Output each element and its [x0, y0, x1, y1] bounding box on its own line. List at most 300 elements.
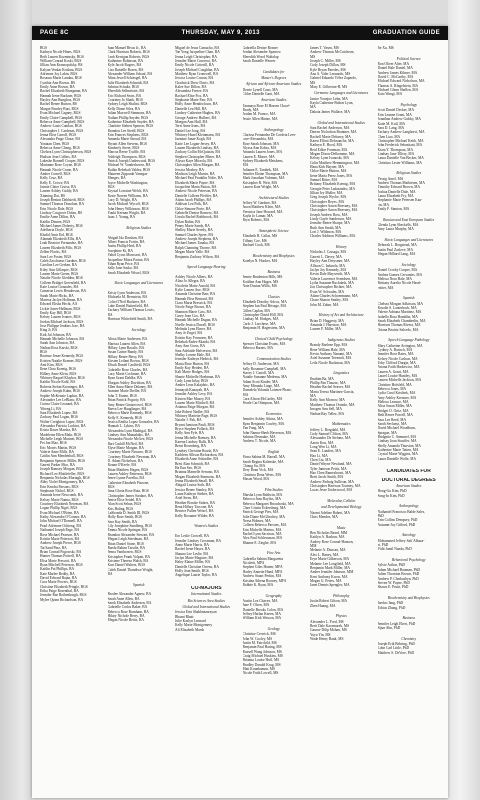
graduate-name: Brodee Alexander Agnew, BA [107, 592, 152, 597]
graduate-name: Nathaniel Joseph Page, BA [40, 528, 80, 533]
graduate-name: Ryan Benjamin Cowley, MA [242, 421, 285, 426]
department-heading: International Studies [191, 592, 222, 597]
graduate-name: Emilie Anne Dillon, BA [40, 215, 75, 220]
graduate-name: Jessica Emilia Lopez Gonzalez, BA [107, 419, 160, 424]
graduate-name: Lauren Ashley Patterson, BGS [107, 472, 152, 476]
graduate-name: James T. Vasen, MS [310, 46, 339, 50]
graduate-name: Noelle Jessica Duvall, BGS [175, 322, 215, 327]
graduate-name: Menges, BA [107, 176, 126, 181]
graduate-name: Pei Jun Mao, BGS [40, 441, 67, 446]
graduate-name: Ursula Rachel Rothbrook, BA [175, 215, 219, 220]
graduate-name: Maureen Zippurah Vanegas- [107, 171, 149, 176]
graduate-name: Carly Lynn Inlay, BGS [175, 379, 209, 384]
spacer [108, 220, 171, 224]
graduate-name: LaShonda D. Smith III, BGS [107, 511, 150, 516]
graduate-name: Matthew Ryan Cromwell, BA [175, 72, 219, 77]
graduate-name: Erin Kendra Parsons, BGS [40, 484, 79, 489]
adjacent-page-edge-right [448, 0, 480, 800]
graduate-name: Jenise Elise Seidel, BA [107, 498, 142, 503]
graduate-name: Ariel Stern, BA [175, 496, 198, 501]
graduate-name: Leah Beatrice Fernandez, BA [40, 241, 83, 246]
graduate-name: Bradley Donald Krug, MS [242, 662, 281, 667]
graduate-name: Emily Nicole Cotterill, BA [175, 63, 214, 68]
graduate-name: Zachary Andrew Langhorst, MA [377, 130, 425, 135]
graduate-name: David C. McCarthy, MA [377, 75, 414, 80]
graduate-name: Chelsea Morgan Adkisson, MA [377, 301, 423, 306]
graduate-name: Nicolette Marie Arnold, BA [175, 283, 216, 288]
graduate-name: Sara D. Lang, MA [377, 125, 405, 130]
graduate-name: MA [242, 163, 249, 168]
graduate-name: Garrett L. Davey, MA [310, 254, 342, 259]
graduate-name: Gillen Caplan, MA [242, 308, 271, 313]
spacer [378, 97, 441, 101]
graduate-name: Amber Leon Kalajdzic, BA [175, 383, 215, 388]
graduate-name: Kevin Anthony Nanami, MA [310, 352, 352, 357]
graduate-name: Ami Kim, BGS [40, 363, 63, 368]
graduate-name: Kristen Natalie Kramer, BGS [40, 358, 83, 363]
graduate-name: Lauren Ashley Cuddy, BA [40, 189, 79, 194]
graduate-name: Jennayah Kanayah, BA [175, 387, 209, 392]
spacer [378, 610, 441, 614]
graduate-name: Long Wen Li, MA [310, 444, 337, 449]
department-heading: Business [267, 269, 281, 274]
graduate-name: Alessandro De Stefano, MA [310, 436, 351, 441]
graduate-name: Shauna Lee Leslie, BA [175, 551, 209, 556]
spacer [378, 256, 441, 260]
graduate-name: Sydney Elizabeth Meiskens, [242, 158, 284, 163]
graduate-name: Andrew Joseph Kuhn, BGS [40, 389, 80, 394]
department-heading: Astrology [401, 533, 416, 538]
graduate-name: Matt Kounkamon, MS [242, 667, 275, 672]
graduate-name: Abigail Louise Soth, BA [175, 483, 211, 488]
spacer [243, 406, 306, 410]
graduate-name: Chase Sharon Smiley, MA [310, 298, 349, 303]
spacer [243, 63, 306, 67]
department-heading: Fine Arts [267, 551, 281, 556]
graduate-name: Rachel Elizabeth Bruegman, BA [40, 89, 88, 94]
graduate-name: Jessica Renee Stanley, BA [175, 487, 214, 492]
graduate-name: reitter, MA [377, 285, 394, 290]
graduate-name: Nathan Ross Karski, BGS [40, 345, 78, 350]
graduate-name: Justin Robert Gilson, MA [310, 599, 348, 604]
department-heading: American Studies [261, 98, 287, 103]
graduate-name: William Conrad Koski, BGS [40, 59, 82, 64]
graduate-name: Evan W. Schwalm, MA [310, 289, 345, 294]
graduate-name: Harrison Thomas Rivera, MA [377, 323, 421, 328]
graduate-name: Joseph Benton Dahlstedt, BGS [40, 198, 85, 203]
graduate-name: Kristin Kay Fosmoen, BA [175, 335, 213, 340]
graduate-name: Andrew Padraig Sullivan, MA [310, 479, 354, 484]
spacer [310, 493, 373, 497]
graduate-name: Lydia Suzanne Ruckdash, MA [310, 280, 354, 285]
graduate-name: Jenna Leigh Christopher, BA [175, 54, 217, 59]
graduate-name: Alannah Elizabeth Ellis, BA [40, 237, 81, 242]
department-heading: Psychology [400, 103, 418, 108]
graduate-name: Yonatan Chen, BGS [40, 141, 70, 146]
graduate-name: Harley Annette Hand, MFA [242, 569, 283, 574]
graduate-name: Erika Paige Rosenthal, BA [40, 588, 79, 593]
graduate-name: Jennifer Marie Concessi, BA [175, 59, 217, 64]
graduate-name: Lyndsey Christine Roush, BA [175, 448, 219, 453]
graduate-name: Christopher Harrison Tourney, MA [310, 484, 361, 488]
graduate-name: Alexandra Nicole McGee, BGS [107, 437, 154, 442]
spacer [108, 576, 171, 580]
graduate-name: Jessica Louise Curran, BA [175, 76, 214, 81]
graduate-name: Dery Dean Vick, MA [242, 468, 274, 473]
graduate-name: Amanda Lauren Jones, MA [242, 150, 283, 155]
column-6 [378, 46, 441, 790]
graduate-name: Krystal Lorraine Welch, BA [107, 189, 149, 194]
department-heading: Biochemistry and Biophysics [387, 595, 430, 600]
graduate-name: Yan Fang, MA [242, 426, 264, 431]
department-heading: Political Science [396, 56, 421, 61]
graduate-name: Meredith Wood Waltzlap [242, 54, 279, 59]
page-number: PAGE 8C [40, 30, 69, 36]
graduate-name: Kelly Ann Pyle, BA [175, 431, 204, 436]
graduate-name: Lindsay M. Hodges, MA [242, 317, 279, 322]
column-4 [243, 46, 306, 790]
section-title: GRADUATION GUIDE [372, 30, 440, 36]
graduate-name: John Nanna-Sherk Haverson, MA [242, 430, 292, 435]
graduate-name: Casey Jean Cox, BA [175, 313, 205, 318]
section-banner: CO-MAJORS [190, 585, 222, 591]
graduate-name: Megan Elizabeth Simmons, BA [175, 474, 221, 479]
graduate-name: Julie Kaslyn Leonard [175, 619, 206, 623]
graduate-name: Abby Violet Montgomery, BA [40, 480, 84, 485]
graduate-name: Cora Marie Powers, BGS [40, 580, 77, 585]
graduate-name: Lisa Danielle Rosen, BA [107, 67, 144, 72]
graduate-name: Benjamin Spencer Miller, BGS [40, 458, 85, 463]
graduate-name: Emily Kay Heiden, BA [175, 366, 209, 371]
spacer [310, 608, 373, 612]
graduate-name: Sarah Elizabeth Andersen, BA [107, 600, 152, 605]
department-heading: English [268, 449, 280, 454]
spacer [378, 50, 441, 54]
graduate-name: Erin Nicole Dale, BGS [40, 206, 74, 211]
graduate-name: Brady, MA [242, 108, 259, 113]
graduate-name: Xinming Dai, BS [40, 193, 66, 198]
graduate-name: Laura Danielle Van Becker, MA [377, 156, 424, 161]
graduate-name: Jennifer Lindsey Crossman, BA [175, 538, 222, 543]
graduate-name: Jonathan Andrew Galsky, MA [377, 117, 421, 122]
graduate-name: Evan Michael Cagney, BGS [40, 111, 81, 116]
department-heading: Molecular, Cellular [327, 499, 356, 504]
department-heading: Spanish [403, 296, 415, 301]
graduate-name: Melanie Lee Longfield, MA [310, 561, 351, 566]
spacer [310, 416, 373, 420]
graduate-name: Lauren Elizabeth Lindsay, BA [175, 145, 219, 150]
graduate-name: BGS [40, 46, 47, 50]
graduate-name: Amy Ashley Kretsner, MA [377, 395, 417, 400]
graduate-name: Sarah Danielle Weaver [242, 59, 276, 64]
graduate-name: Ralph Channing Thorne, BA [175, 245, 217, 250]
graduate-name: Kelly Roxanne Wilder, BA [175, 513, 214, 518]
graduate-name: Lakeshe Ronnell Cooper, BGS [40, 158, 85, 163]
department-heading: Atmospheric Science [258, 229, 289, 234]
graduate-name: Ruth Ann Smith, MA [310, 225, 341, 230]
graduate-name: Irene Maria Perez Jones, MA [310, 173, 353, 178]
spacer [378, 165, 441, 169]
spacer [175, 578, 238, 582]
graduate-name: Raeva Lee Hauglinger, BA [107, 406, 147, 411]
graduate-name: Raeda Rahim Taeulie, BA [107, 545, 146, 550]
graduate-name: Jason Matthew Klein, MA [242, 205, 281, 210]
graduate-name: William Kirk Wasson, MA [242, 616, 282, 621]
graduate-name: Vahid Cyrus Moussavi, BA [107, 253, 148, 258]
graduate-name: Maria Teresa Martinez-Garcia, [310, 389, 355, 394]
graduate-name: Nathan Ray Tellez, MA [310, 411, 345, 416]
graduate-name: Kelly Ann Morrow, MA [310, 398, 345, 403]
graduate-name: Cameron Lewis Henderson, BA [40, 289, 87, 294]
graduate-name: Alex Paul Schlessman, MA [242, 536, 283, 541]
graduate-name: Zelber Flacks, BA [40, 250, 67, 255]
graduate-name: Kaitlin Nicole Kuhl, BA [40, 380, 76, 385]
graduate-name: Emily Anne Brown, BA [40, 85, 75, 90]
graduate-name: Rose Sarah Johnson, MA [242, 141, 280, 146]
graduate-name: Adelheria Doyle, BGS [40, 228, 73, 233]
graduate-name: Lauren Marie Mitchell, BA [175, 400, 215, 405]
graduate-name: Alissa Marie Andersen, BA [107, 337, 148, 342]
graduate-name: Emma Nicole Springer, BA [107, 528, 148, 533]
spacer [243, 351, 306, 355]
graduate-name: Alexander William Schaaf, BA [107, 72, 153, 77]
graduate-name: Juan Manuel Rivas Jr., BA [107, 46, 147, 50]
graduate-name: Zhen Huang, MA [310, 603, 336, 608]
graduate-name: Ashleigh Thompson, BGS [107, 154, 146, 159]
graduate-name: Tobias Zhang, PhD [377, 605, 406, 610]
graduate-name: Beth Lauren Kozminsky, BGS [40, 54, 84, 59]
graduate-name: Christopher David Hill, MA [242, 312, 284, 317]
graduate-name: Danielle Lea Hill, BA [175, 106, 207, 111]
graduate-name: Michael James Tanaka, BA [175, 241, 215, 246]
graduate-name: Valerie Anne Mills, BA [40, 449, 74, 454]
graduate-name: Hannah Elise Bernard, BA [175, 296, 214, 301]
graduate-name: Alexander L. Ford, MS [310, 619, 344, 624]
graduate-name: Karen Elliott Delosanche, MA [310, 138, 354, 143]
graduate-name: Lindsey Catherine Hughes, BA [175, 111, 221, 116]
graduate-name: Kyle Bryan Paredes, MS [310, 67, 346, 72]
graduate-name: Sarah Elizabeth Wissel, BGS [107, 270, 150, 275]
department-heading: Communication Studies [256, 357, 291, 361]
graduate-name: Alan Scott Sehan, BGS [107, 502, 142, 507]
graduate-name: Joshua Danielle Dale, MA [377, 189, 416, 194]
graduate-name: Jenna Elizabeth Small, BA [175, 479, 214, 484]
graduate-name: Jenna Vanthorsen, BGS [107, 550, 142, 555]
graduate-name: Chelsea Lynn Christopherson, BGS [40, 150, 92, 155]
spacer [378, 590, 441, 594]
graduate-name: Lindsay Jane Tillery, MA [377, 151, 415, 156]
graduate-name: Marissa Lauren Allen, BA [107, 341, 146, 346]
graduate-name: Megan Marie Valle, BA [175, 250, 210, 255]
graduate-name: Katherine Elizabeth Snyder, BA [107, 119, 154, 124]
graduate-name: Patrick George Pies, MA [242, 510, 279, 515]
graduate-name: Elyse Marie Morgan, BA [107, 445, 144, 450]
graduate-name: Justin Paul Zaslove, MA [377, 247, 414, 252]
issue-date: THURSDAY, MAY 9, 2013 [181, 30, 260, 36]
graduate-name: rin, MA [377, 202, 390, 207]
graduate-name: Tai Sand Pinz, BA [40, 545, 67, 550]
graduate-name: Kelsey Nicole Carlson, MA [377, 356, 418, 361]
graduate-name: Michelle Leigh Marinet, BGS [40, 436, 84, 441]
graduate-name: Micah Daniel Caulfield, BGS [107, 363, 151, 368]
graduate-name: Valerie Adriana Martinez, MA [377, 310, 422, 315]
spacer [378, 461, 441, 465]
graduate-name: Chadwick Drew Davis, BA [175, 80, 215, 85]
graduate-name: Haley Elaine Miller, BA [175, 560, 211, 565]
graduate-name: Christopher J. Cardenas, BGS [40, 128, 84, 133]
graduate-name: Morgan Ashley Davidson, BA [107, 380, 152, 385]
graduate-name: Kayla Jo Lamar, MA [242, 214, 273, 219]
graduate-name: Kathy Alexandra O'Connor, BA [40, 515, 87, 520]
graduate-name: Megan Nicole Bettis, BA [107, 618, 145, 623]
graduate-name: Kirsten Mae Maxey, BA [175, 396, 211, 401]
graduate-name: Lily Josephine Sundberg, BGS [107, 524, 152, 529]
graduate-name: Isaac J. Young, BA [107, 215, 136, 220]
graduate-name: Autumn-Joy Gifford, PhD [377, 522, 416, 527]
graduate-name: Ariana Faith Harkewicz, MA [377, 365, 420, 370]
graduate-name: Andrew Louis Cantlon, BGS [40, 124, 82, 129]
graduate-name: Lauren E. Moore, MA [242, 154, 275, 159]
graduate-name: Andrew Thomas Mathiesen, MA [377, 180, 425, 185]
graduate-name: Lori J. Wildmon, MA [310, 230, 342, 235]
graduate-name: Jeffrey Harlan Kneen, MA [242, 611, 281, 616]
adjacent-page-edge-left [0, 0, 32, 800]
graduate-name: Cody Joseph Dillon, MS [310, 63, 346, 68]
graduate-name: Cydney A. Bartsch, MA [377, 348, 413, 352]
graduate-name: Nate Dustan Willis, MS [242, 283, 277, 288]
graduate-name: Kelsey Lynn Ivanoski, MA [310, 156, 350, 161]
spacer [243, 263, 306, 267]
graduate-name: Sarah Ann Johnson, BA [40, 341, 75, 346]
department-heading: Speech Language Hearing [187, 265, 226, 270]
graduate-name: Caleb Zacchaeus Gardner, BGS [40, 258, 86, 263]
department-heading: Anthropology [398, 504, 419, 509]
graduate-name: Bridgette C. Stemmel, MA [377, 434, 417, 439]
graduate-name: Song-In Kim, PhD [377, 493, 405, 498]
spacer [378, 332, 441, 336]
graduate-name: Jenna Michelle Ramsey, BA [175, 435, 216, 440]
graduate-name: Sally Jane Sasko, BA [107, 266, 139, 271]
graduate-name: Joseph Michael Coughlan, BA [175, 67, 220, 72]
department-heading: American Studies [396, 483, 422, 488]
graduate-name: Alyssa Ann Kobia, MA [242, 145, 277, 150]
graduate-name: Kaitlin Dinnen, BGS [40, 219, 71, 224]
graduate-name: John Michael O'Donnell, BA [40, 519, 82, 524]
graduate-name: Amanda Irene Newcomb, BA [40, 493, 83, 498]
spacer [378, 552, 441, 556]
graduate-name: Andrew James Kilmer, MA [377, 70, 418, 75]
graduate-name: Sylvie Arthur, PhD [377, 563, 406, 568]
graduate-name: Shelley Marie Seredy, BA [175, 228, 213, 233]
graduate-name: Sara Lee Reed, MA [377, 417, 407, 422]
graduate-name: Chloe Simone Porte, BA [175, 206, 211, 211]
graduate-name: Amy Laura Murphy, MA [377, 227, 414, 232]
graduate-name: Jennifer Renee Sharpe, MA [310, 221, 350, 226]
graduate-name: Rosalie S. Lauterbach, MA [377, 305, 417, 310]
graduate-name: Michael Paul Franklin Nolte, BA [175, 176, 223, 181]
graduate-name: Ciara Maria Bressick, BA [175, 300, 213, 305]
graduate-name: Amy Ann Gross, BA [175, 344, 206, 349]
graduate-name: Steven W. Payne, PhD [377, 580, 410, 585]
graduate-name: Hayley Ann Bungbox, BGS [40, 98, 81, 103]
department-heading: Mathematics [331, 422, 351, 427]
graduate-name: Kelsey Lauren Ivanov, BGS [40, 315, 81, 320]
graduate-name: Stephanie Nichol, BGS [40, 489, 74, 494]
graduate-name: Megan Dixon-Delhomme, MA [310, 151, 355, 156]
graduate-name: Zachary Collin McQuistan, BA [175, 150, 221, 155]
graduate-name: Rene William Hale, MA [310, 347, 346, 352]
graduate-name: Yessig Arnel, MA [377, 176, 404, 181]
graduate-name: Laura Danielle Wolfe, MA [377, 456, 417, 461]
graduate-name: Chloe Danielle Gant, MA [242, 92, 280, 97]
graduate-name: Meredith Sellmeister, BA [107, 89, 145, 94]
graduate-name: John W. Cooley, MS [242, 636, 273, 641]
graduate-name: Edward Elisha Hecht, AA [40, 302, 78, 307]
graduate-name: Sydney Leigh Shalini, BGS [107, 102, 148, 107]
graduate-name: Kato Wangi, MA [377, 92, 403, 97]
department-heading: Indigenous Studies [327, 338, 355, 342]
department-heading: Sociology [401, 262, 416, 267]
graduate-name: Shelby Lorene Hale, BA [175, 353, 211, 358]
graduate-name: Joseph Ramsey Morgan, BGS [40, 467, 84, 472]
graduate-name: Christopher Reyes, MA [310, 199, 345, 204]
graduate-name: Justin M. Fairchild, MS [242, 640, 277, 645]
graduate-name: Brian D. Haggerty, MA [310, 318, 344, 323]
graduate-name: Michael W. Vanderhoven, BA [107, 163, 151, 168]
graduate-name: Jennifer Kathryn Hedrick, BA [175, 357, 219, 362]
spacer [310, 114, 373, 118]
graduate-name: Marsha Lynn Baldwin, MA [242, 492, 283, 497]
graduate-name: Megan Leigh Steedman, BA [107, 537, 149, 542]
department-heading: Global and International Studies [317, 120, 365, 125]
graduate-name: Kelly E. Kennedy, BGS [107, 415, 142, 420]
graduate-name: Rebecca Margaret Brouchoski, MA [242, 501, 294, 506]
graduate-name: Beth Renee Purcell, MA [377, 413, 413, 418]
graduate-name: Allison C. Iadarola, MA [310, 263, 346, 268]
graduate-name: Lindsay Cosgrove Dolan, BS [40, 211, 83, 216]
graduate-name: Charles Addison Williams, MA [310, 234, 356, 239]
spacer [243, 587, 306, 591]
graduate-name: Kate Louise Gonzales, BA [40, 284, 79, 289]
graduate-name: Melissa Leasure, MA [377, 400, 409, 405]
graduate-name: Madison Leigh Murrin, BA [175, 171, 215, 176]
graduate-name: Lydia Carol Kristbek, MA [377, 391, 416, 396]
graduate-name: Brett Alan Schmidt, BA [175, 461, 210, 466]
graduate-name: Michael James Doherty, BGS [40, 224, 83, 229]
graduate-name: Angelique Laurie Taylor, BA [175, 573, 218, 578]
graduate-name: Lauren A. Grant, MA [377, 369, 409, 374]
graduate-name: Jennifer Rae Rothenburgh, BGS [40, 593, 87, 598]
graduate-name: Danielle Colleen Pfeiffer, BA [175, 193, 218, 198]
graduate-name: Ibrahim Ba, MA [310, 376, 334, 381]
graduate-name: Kevin Dale Mayworth, MA [310, 272, 350, 277]
spacer [310, 365, 373, 369]
graduate-name: Jordan Michael Jackson, BGS [40, 319, 84, 324]
graduate-name: Rebekah Endes-Ekanki, BA [175, 340, 216, 345]
graduate-name: Jordan M. Franco, MA [242, 112, 276, 117]
graduate-name: Julien Thornton Brown, PhD [377, 572, 420, 577]
graduate-name: Janice Yoonjoo Lehn, MA [310, 96, 348, 101]
graduate-name: Brittany Aurelia Nicole Hasel- [377, 281, 422, 286]
graduate-name: Addison Lea Polk, BA [175, 202, 208, 207]
graduate-name: Alex L. Haney, MA [310, 552, 339, 557]
graduate-name: Jennifer Elaine Thompson, MA [242, 171, 288, 176]
department-heading: Chemistry [401, 636, 417, 641]
department-heading: Music [336, 525, 346, 530]
graduate-name: Erin Frances Stephens, BGS [107, 132, 149, 137]
graduate-name: Dakota James Wallace, MA [310, 109, 350, 114]
graduate-name: Clarissa Fernandez De Cordeia Lees- [242, 132, 297, 137]
